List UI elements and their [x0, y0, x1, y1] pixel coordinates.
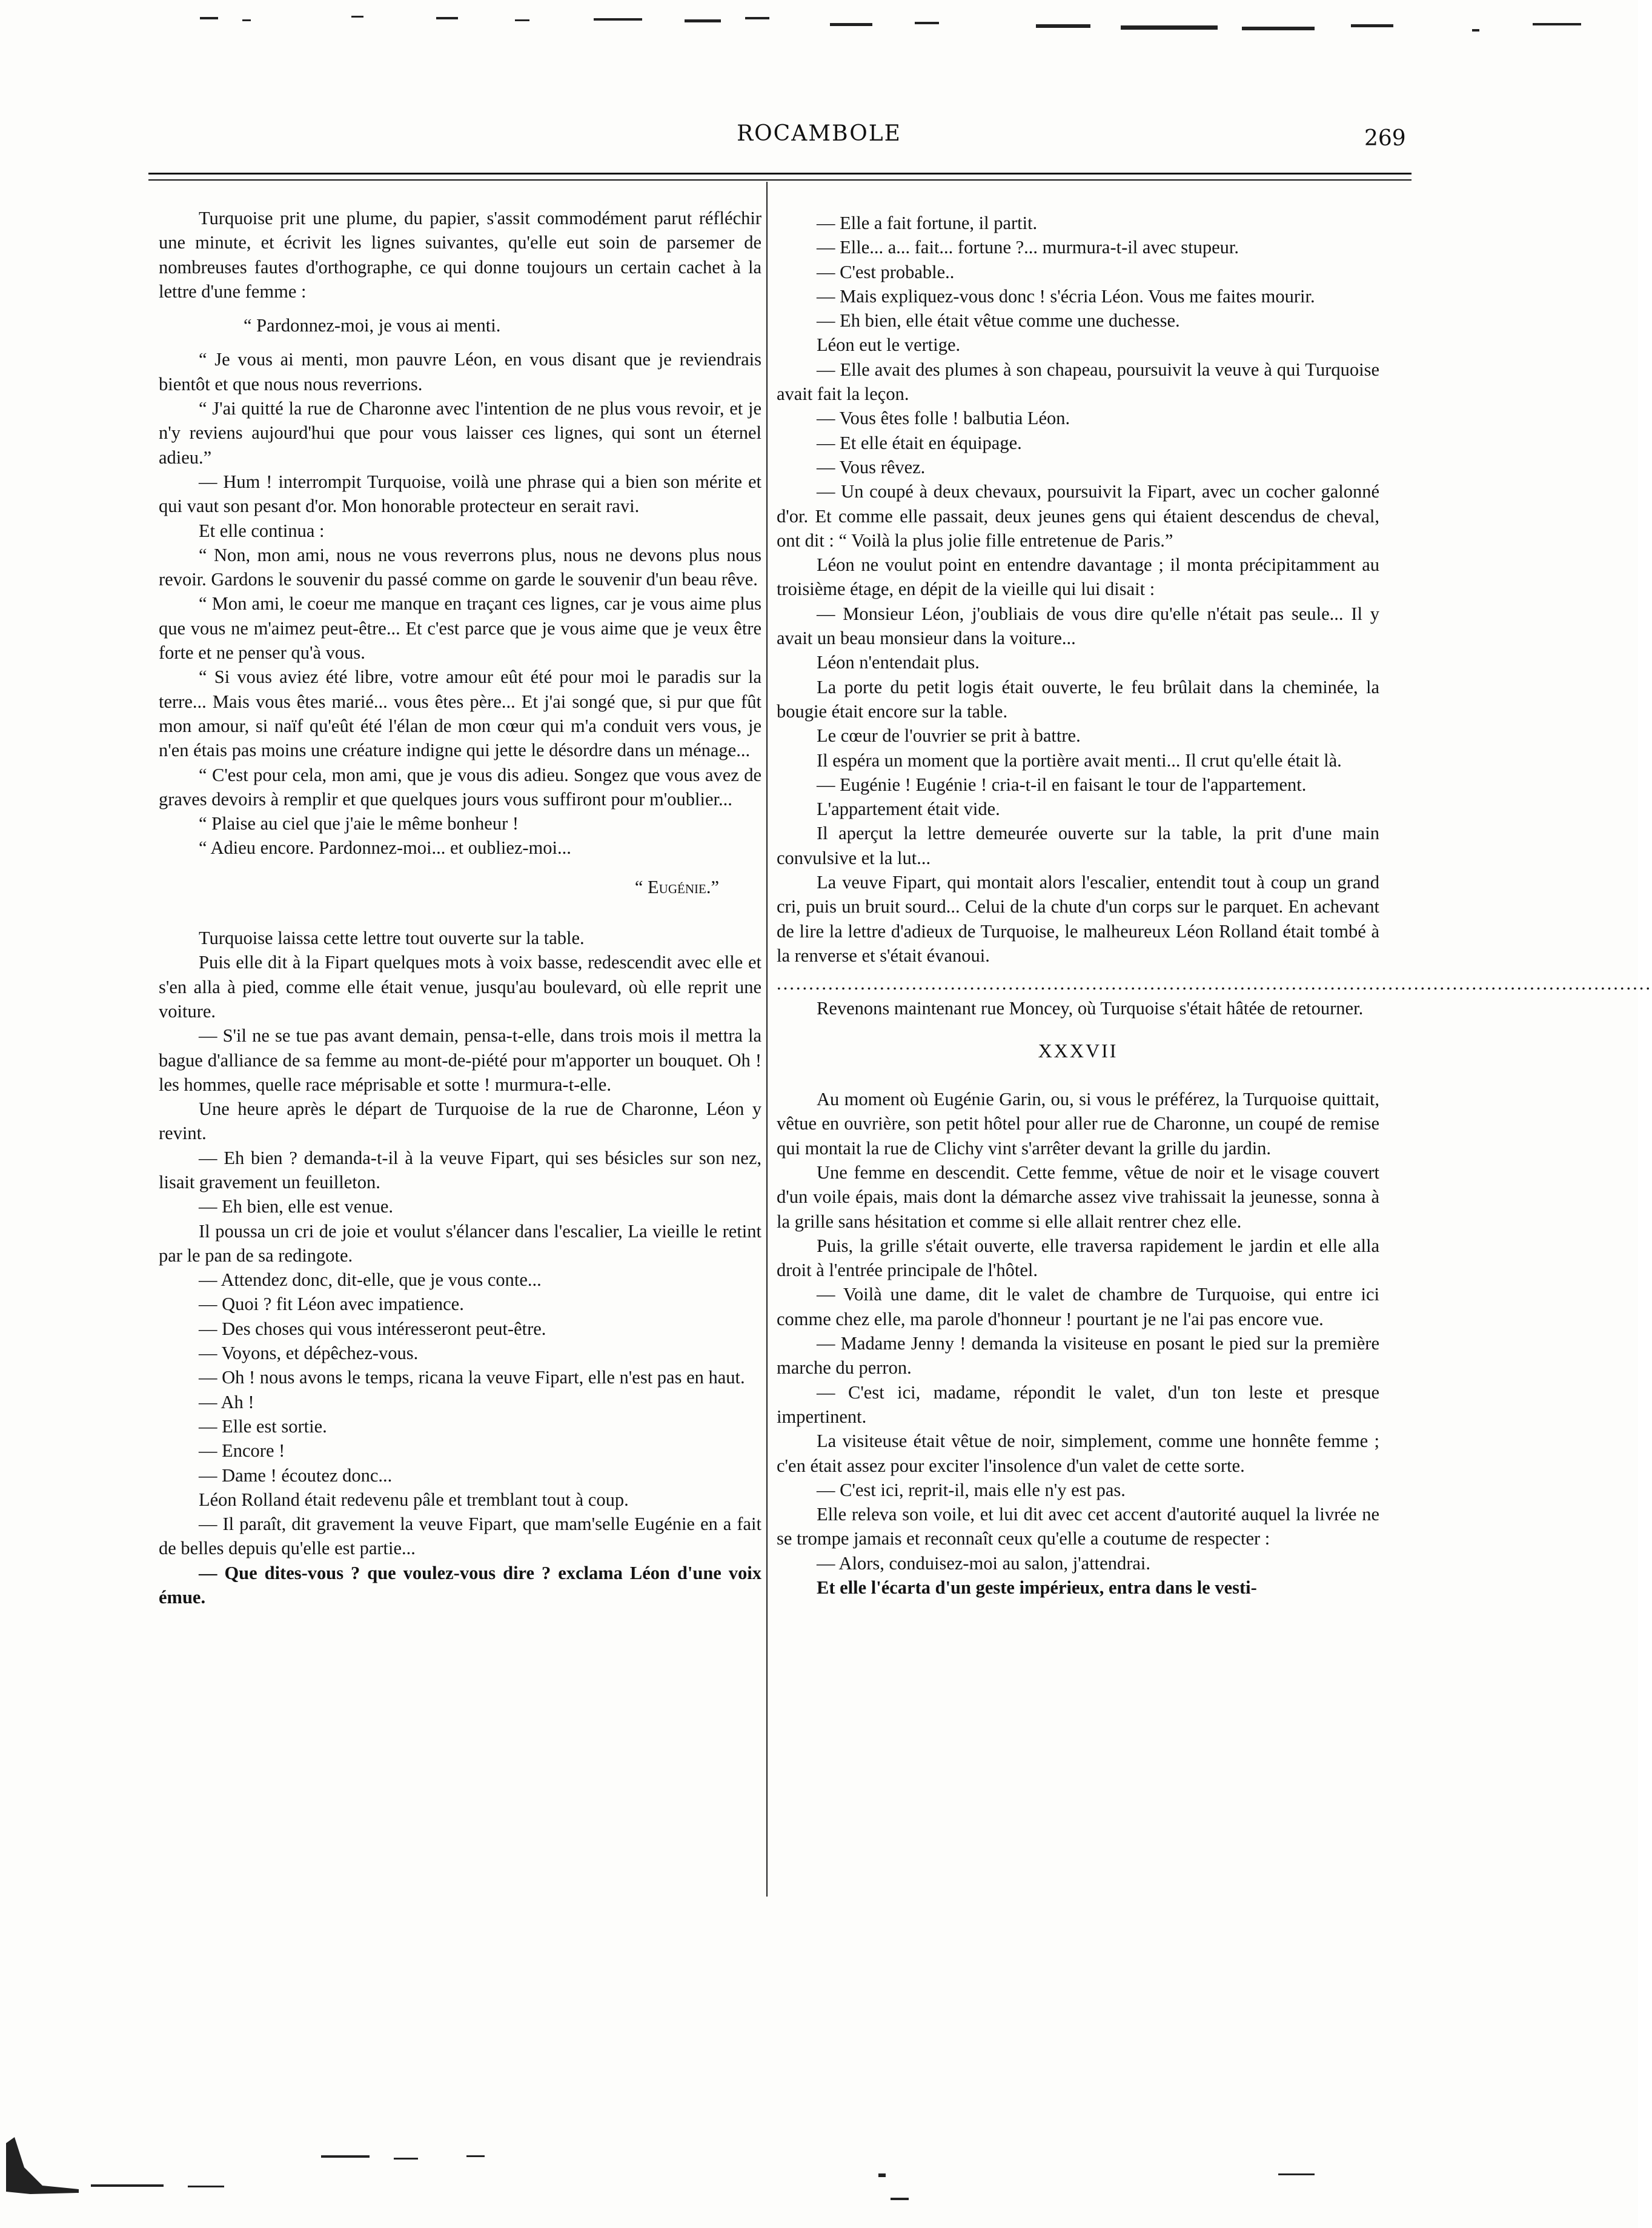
- paragraph: — C'est ici, reprit-il, mais elle n'y est pas.: [817, 1479, 1126, 1500]
- paragraph: “ Plaise au ciel que j'aie le même bonheur !: [199, 813, 519, 834]
- paragraph: L'appartement était vide.: [817, 799, 1000, 820]
- paragraph: — Elle avait des plumes à son chapeau, poursuivit la veuve à qui Turquoise avait fait la leçon.: [777, 359, 1379, 405]
- paragraph: — Et elle était en équipage.: [817, 432, 1022, 453]
- paragraph: Léon ne voulut point en entendre davantage ; il monta précipitamment au troisième étage, en dépit de la vieille qui lui disait :: [777, 554, 1379, 600]
- paragraph: “ Adieu encore. Pardonnez-moi... et oubliez-moi...: [199, 837, 571, 859]
- paragraph: Léon eut le vertige.: [817, 334, 961, 356]
- paragraph: “ Non, mon ami, nous ne vous reverrons plus, nous ne devons plus nous revoir. Gardons le souvenir du passé comme on garde le souvenir d'un beau rêve.: [159, 544, 761, 590]
- paragraph: La porte du petit logis était ouverte, le feu brûlait dans la cheminée, la bougie était encore sur la table.: [777, 676, 1379, 722]
- paragraph: Elle releva son voile, et lui dit avec cet accent d'autorité auquel la livrée ne se trompe jamais et reconnaît ceux qu'elle a coutume de respecter :: [777, 1504, 1379, 1549]
- paragraph: Et elle continua :: [199, 520, 325, 541]
- paragraph: — S'il ne se tue pas avant demain, pensa-t-elle, dans trois mois il mettra la bague d'alliance de sa femme au mont-de-piété pour m'apporter un bouquet. Oh ! les hommes, quelle race méprisable et sotte ! murmura-t-elle.: [159, 1025, 761, 1095]
- paragraph: — Vous êtes folle ! balbutia Léon.: [817, 408, 1070, 429]
- letter-salutation: “ Pardonnez-moi, je vous ai menti.: [244, 315, 501, 336]
- paragraph: — Ah !: [199, 1391, 254, 1412]
- right-column: [777, 211, 1652, 1600]
- paragraph: — Voilà une dame, dit le valet de chambre de Turquoise, qui entre ici comme chez elle, ma parole d'honneur ! pourtant je ne l'ai pas encore vue.: [777, 1284, 1379, 1329]
- paragraph: — Elle est sortie.: [199, 1415, 327, 1437]
- dotted-separator: ........................................................................................................................................: [777, 973, 1652, 994]
- paragraph: — Hum ! interrompit Turquoise, voilà une phrase qui a bien son mérite et qui vaut son pesant d'or. Mon honorable protecteur en serait ravi.: [159, 471, 761, 517]
- paragraph: — Eh bien ? demanda-t-il à la veuve Fipart, qui ses bésicles sur son nez, lisait gravement un feuilleton.: [159, 1147, 761, 1192]
- paragraph: — Encore !: [199, 1440, 285, 1462]
- letter-signature: “ Eugénie.”: [634, 876, 719, 897]
- paragraph: — Quoi ? fit Léon avec impatience.: [199, 1294, 464, 1315]
- header-rule-thin: [148, 179, 1411, 181]
- paragraph: — Dame ! écoutez donc...: [199, 1465, 393, 1486]
- paragraph: — Un coupé à deux chevaux, poursuivit la Fipart, avec un cocher galonné d'or. Et comme elle passait, deux jeunes gens qui étaient descendus de cheval, ont dit : “ Voilà la plus jolie fille entretenue de Paris.”: [777, 481, 1379, 551]
- paragraph: “ Mon ami, le coeur me manque en traçant ces lignes, car je vous aime plus que vous ne m'aimez peut-être... Et c'est parce que je vous aime que je veux être forte et ne penser qu'à vous.: [159, 593, 761, 663]
- paragraph: — C'est probable..: [817, 261, 955, 282]
- paragraph: Une heure après le départ de Turquoise de la rue de Charonne, Léon y revint.: [159, 1099, 761, 1144]
- paragraph: — Mais expliquez-vous donc ! s'écria Léon. Vous me faites mourir.: [817, 285, 1315, 307]
- scan-noise-bottom: [6, 2131, 1581, 2204]
- paragraph: — Eh bien, elle était vêtue comme une duchesse.: [817, 310, 1180, 331]
- paragraph: — Oh ! nous avons le temps, ricana la veuve Fipart, elle n'est pas en haut.: [199, 1367, 745, 1388]
- paragraph: Revenons maintenant rue Moncey, où Turquoise s'était hâtée de retourner.: [817, 997, 1364, 1019]
- paragraph: Il aperçut la lettre demeurée ouverte sur la table, la prit d'une main convulsive et la lut...: [777, 823, 1379, 868]
- paragraph: Turquoise prit une plume, du papier, s'assit commodément parut réfléchir une minute, et écrivit les lignes suivantes, qu'elle eut soin de parsemer de nombreuses fautes d'orthographe, ce qui donne toujours un certain cachet à la lettre d'une femme :: [159, 208, 761, 302]
- paragraph: Il poussa un cri de joie et voulut s'élancer dans l'escalier, La vieille le retint par le pan de sa redingote.: [159, 1220, 761, 1266]
- paragraph: Léon Rolland était redevenu pâle et tremblant tout à coup.: [199, 1489, 629, 1510]
- paragraph: — Eugénie ! Eugénie ! cria-t-il en faisant le tour de l'appartement.: [817, 774, 1307, 795]
- running-head: ROCAMBOLE: [737, 121, 901, 146]
- paragraph: — Des choses qui vous intéresseront peut-être.: [199, 1318, 546, 1339]
- paragraph: Puis, la grille s'était ouverte, elle traversa rapidement le jardin et elle alla droit à l'entrée principale de l'hôtel.: [777, 1235, 1379, 1281]
- paragraph: — Que dites-vous ? que voulez-vous dire ? exclama Léon d'une voix émue.: [159, 1562, 761, 1608]
- paragraph: Puis elle dit à la Fipart quelques mots à voix basse, redescendit avec elle et s'en alla à pied, comme elle était venue, jusqu'au boulevard, où elle reprit une voiture.: [159, 952, 761, 1022]
- paragraph: — Eh bien, elle est venue.: [199, 1196, 393, 1217]
- column-divider: [766, 182, 768, 1897]
- paragraph: — Vous rêvez.: [817, 456, 926, 477]
- paragraph: “ J'ai quitté la rue de Charonne avec l'intention de ne plus vous revoir, et je n'y reviens aujourd'hui que pour vous laisser ces lignes, qui sont un éternel adieu.”: [159, 398, 761, 468]
- paragraph: — Elle... a... fait... fortune ?... murmura-t-il avec stupeur.: [817, 237, 1239, 258]
- paragraph: — Voyons, et dépêchez-vous.: [199, 1343, 419, 1364]
- paragraph: Il espéra un moment que la portière avait menti... Il crut qu'elle était là.: [817, 750, 1342, 771]
- chapter-heading: XXXVII: [1038, 1039, 1118, 1062]
- paragraph: Une femme en descendit. Cette femme, vêtue de noir et le visage couvert d'un voile épais, mais dont la démarche assez vive trahissait la jeunesse, sonna à la grille sans hésitation et comme si elle allait rentrer chez elle.: [777, 1162, 1379, 1232]
- paragraph: “ C'est pour cela, mon ami, que je vous dis adieu. Songez que vous avez de graves devoirs à remplir et que quelques jours vous suffiront pour m'oublier...: [159, 764, 761, 810]
- paragraph: “ Je vous ai menti, mon pauvre Léon, en vous disant que je reviendrais bientôt et que nous nous reverrions.: [159, 349, 761, 394]
- paragraph: — Il paraît, dit gravement la veuve Fipart, que mam'selle Eugénie en a fait de belles depuis qu'elle est partie...: [159, 1514, 761, 1559]
- paragraph: — C'est ici, madame, répondit le valet, d'un ton leste et presque impertinent.: [777, 1382, 1379, 1427]
- header-rule: [148, 173, 1411, 175]
- paragraph: — Alors, conduisez-moi au salon, j'attendrai.: [817, 1552, 1150, 1574]
- left-column: [159, 206, 761, 1609]
- paragraph: — Monsieur Léon, j'oubliais de vous dire qu'elle n'était pas seule... Il y avait un beau monsieur dans la voiture...: [777, 603, 1379, 649]
- paragraph: La visiteuse était vêtue de noir, simplement, comme une honnête femme ; c'en était assez pour exciter l'insolence d'un valet de cette sorte.: [777, 1431, 1379, 1476]
- paragraph: Turquoise laissa cette lettre tout ouverte sur la table.: [199, 928, 585, 949]
- paragraph: Et elle l'écarta d'un geste impérieux, entra dans le vesti-: [817, 1577, 1257, 1598]
- paragraph: Léon n'entendait plus.: [817, 652, 980, 673]
- paragraph: — Attendez donc, dit-elle, que je vous conte...: [199, 1269, 542, 1291]
- paragraph: — Elle a fait fortune, il partit.: [817, 213, 1038, 233]
- scan-noise-top: [200, 11, 1611, 35]
- paragraph: La veuve Fipart, qui montait alors l'escalier, entendit tout à coup un grand cri, puis un bruit sourd... Celui de la chute d'un corps sur le parquet. En achevant de lire la lettre d'adieux de Turquoise, le malheureux Léon Rolland était tombé à la renverse et s'était évanoui.: [777, 872, 1379, 966]
- paragraph: — Madame Jenny ! demanda la visiteuse en posant le pied sur la première marche du perron.: [777, 1333, 1379, 1378]
- paragraph: Au moment où Eugénie Garin, ou, si vous le préférez, la Turquoise quittait, vêtue en ouvrière, son petit hôtel pour aller rue de Charonne, un coupé de remise qui montait la rue de Clichy vint s'arrêter devant la grille du jardin.: [777, 1089, 1379, 1159]
- paragraph: Le cœur de l'ouvrier se prit à battre.: [817, 725, 1081, 747]
- paragraph: “ Si vous aviez été libre, votre amour eût été pour moi le paradis sur la terre... Mais vous êtes marié... vous êtes père... Et j'ai songé que, si pur que fût mon amour, si naïf qu'eût été l'élan de mon cœur qui m'a conduit vers vous, je n'en étais pas moins une créature indigne qui jette le désordre dans un ménage...: [159, 667, 761, 761]
- page-number: 269: [1364, 126, 1406, 151]
